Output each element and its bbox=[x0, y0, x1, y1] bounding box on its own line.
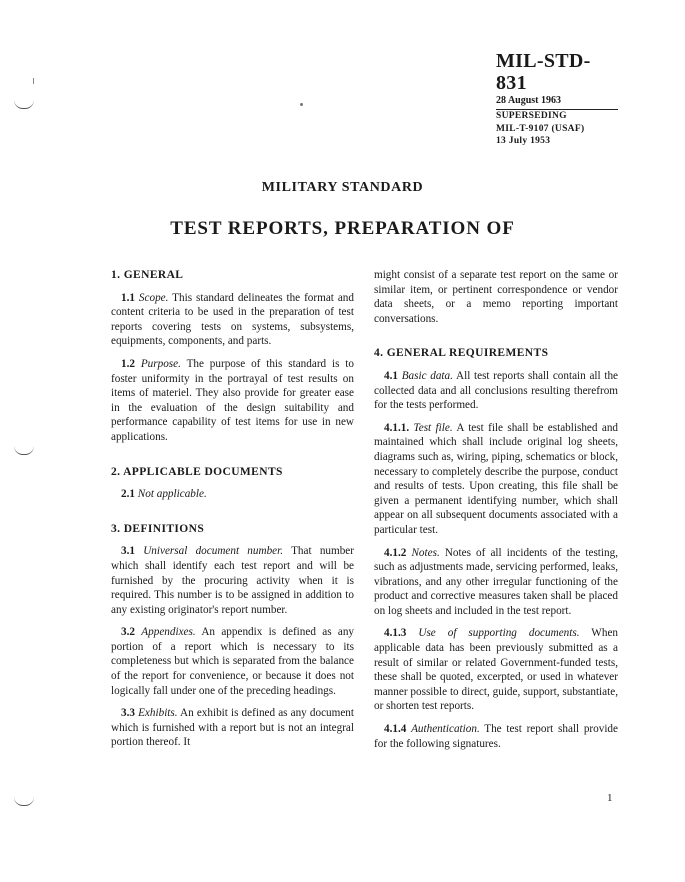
paragraph-1-2: 1.2 Purpose. The purpose of this standard is to foster uniformity in the portrayal of test results on items of materiel. They also provide for greater ease in the evaluation of the design suitability and performance capability of test items for use in new applications. bbox=[111, 357, 354, 443]
page-number: 1 bbox=[607, 792, 613, 804]
paragraph-4-1-1: 4.1.1. Test file. A test file shall be established and maintained which shall include original log sheets, diagrams such as, wiring, piping, schematics or block, necessary to completely describe the purpose, conduct and results of tests. Upon creating, this file shall be given a permanent identifying number, which shall appear on all subsequent documents associated with a particular test. bbox=[374, 421, 619, 536]
document-date: 28 August 1963 bbox=[496, 94, 618, 110]
paragraph-4-1-2: 4.1.2 Notes. Notes of all incidents of the testing, such as adjustments made, servicing performed, leaks, vibrations, and any other irregular functioning of the product and corrective measures taken shall be placed on log sheets and included in the test report. bbox=[374, 546, 619, 617]
paragraph-4-1-3: 4.1.3 Use of supporting documents. When applicable data has been previously submitted as a result of similar or related Government-funded tests, these shall be quoted, excerpted, or used in whatever manner possible to direct, guide, support, substantiate, or shorten test reports. bbox=[374, 627, 619, 713]
left-column bbox=[111, 268, 354, 758]
scan-mark bbox=[14, 797, 34, 806]
section-heading: 4. GENERAL REQUIREMENTS bbox=[374, 347, 549, 360]
scan-dot bbox=[300, 103, 303, 106]
scan-mark bbox=[33, 78, 34, 84]
standard-type: MILITARY STANDARD bbox=[261, 180, 424, 195]
paragraph-4-1: 4.1 Basic data. All test reports shall contain all the collected data and all conclusions resulting therefrom for the tests performed. bbox=[374, 369, 618, 412]
paragraph-3-3: 3.3 Exhibits. An exhibit is defined as any document which is furnished with a report but is not an integral portion thereof. It bbox=[111, 707, 354, 749]
section-heading: 2. APPLICABLE DOCUMENTS bbox=[111, 465, 283, 478]
paragraph-2-1: 2.1 Not applicable. bbox=[121, 488, 207, 501]
paragraph-1-1: 1.1 Scope. This standard delineates the format and content criteria to be used in the preparation of test reports covering tests on systems, subsystems, equipments, components, and parts. bbox=[111, 291, 354, 348]
document-title: TEST REPORTS, PREPARATION OF bbox=[170, 218, 515, 239]
section-heading: 1. GENERAL bbox=[111, 269, 184, 281]
scan-mark bbox=[14, 446, 34, 455]
section-heading: 3. DEFINITIONS bbox=[111, 522, 205, 535]
paragraph-3-3-continued: might consist of a separate test report on the same or similar item, or pertinent correspondence or vendor data sheets, or a memo reporting important conversations. bbox=[374, 269, 618, 325]
document-header bbox=[496, 50, 618, 148]
document-number: MIL-STD-831 bbox=[496, 50, 591, 94]
scan-mark bbox=[14, 100, 34, 109]
paragraph-4-1-4: 4.1.4 Authentication. The test report shall provide for the following signatures. bbox=[374, 723, 618, 750]
superseding-label: SUPERSEDING bbox=[496, 111, 567, 121]
right-column bbox=[374, 268, 618, 759]
superseded-document: MIL-T-9107 (USAF) bbox=[496, 123, 585, 134]
paragraph-3-1: 3.1 Universal document number. That number which shall identify each test report and will be furnished by the procuring activity when it is required. This number is to be assigned in addition to any existing originator's report number. bbox=[111, 545, 354, 616]
superseded-date: 13 July 1953 bbox=[496, 136, 551, 146]
paragraph-3-2: 3.2 Appendixes. An appendix is defined as any portion of a report which is necessary to its completeness but which is separated from the balance of the report for convenience, or because it does not logically fall under one of the preceding headings. bbox=[111, 626, 355, 697]
